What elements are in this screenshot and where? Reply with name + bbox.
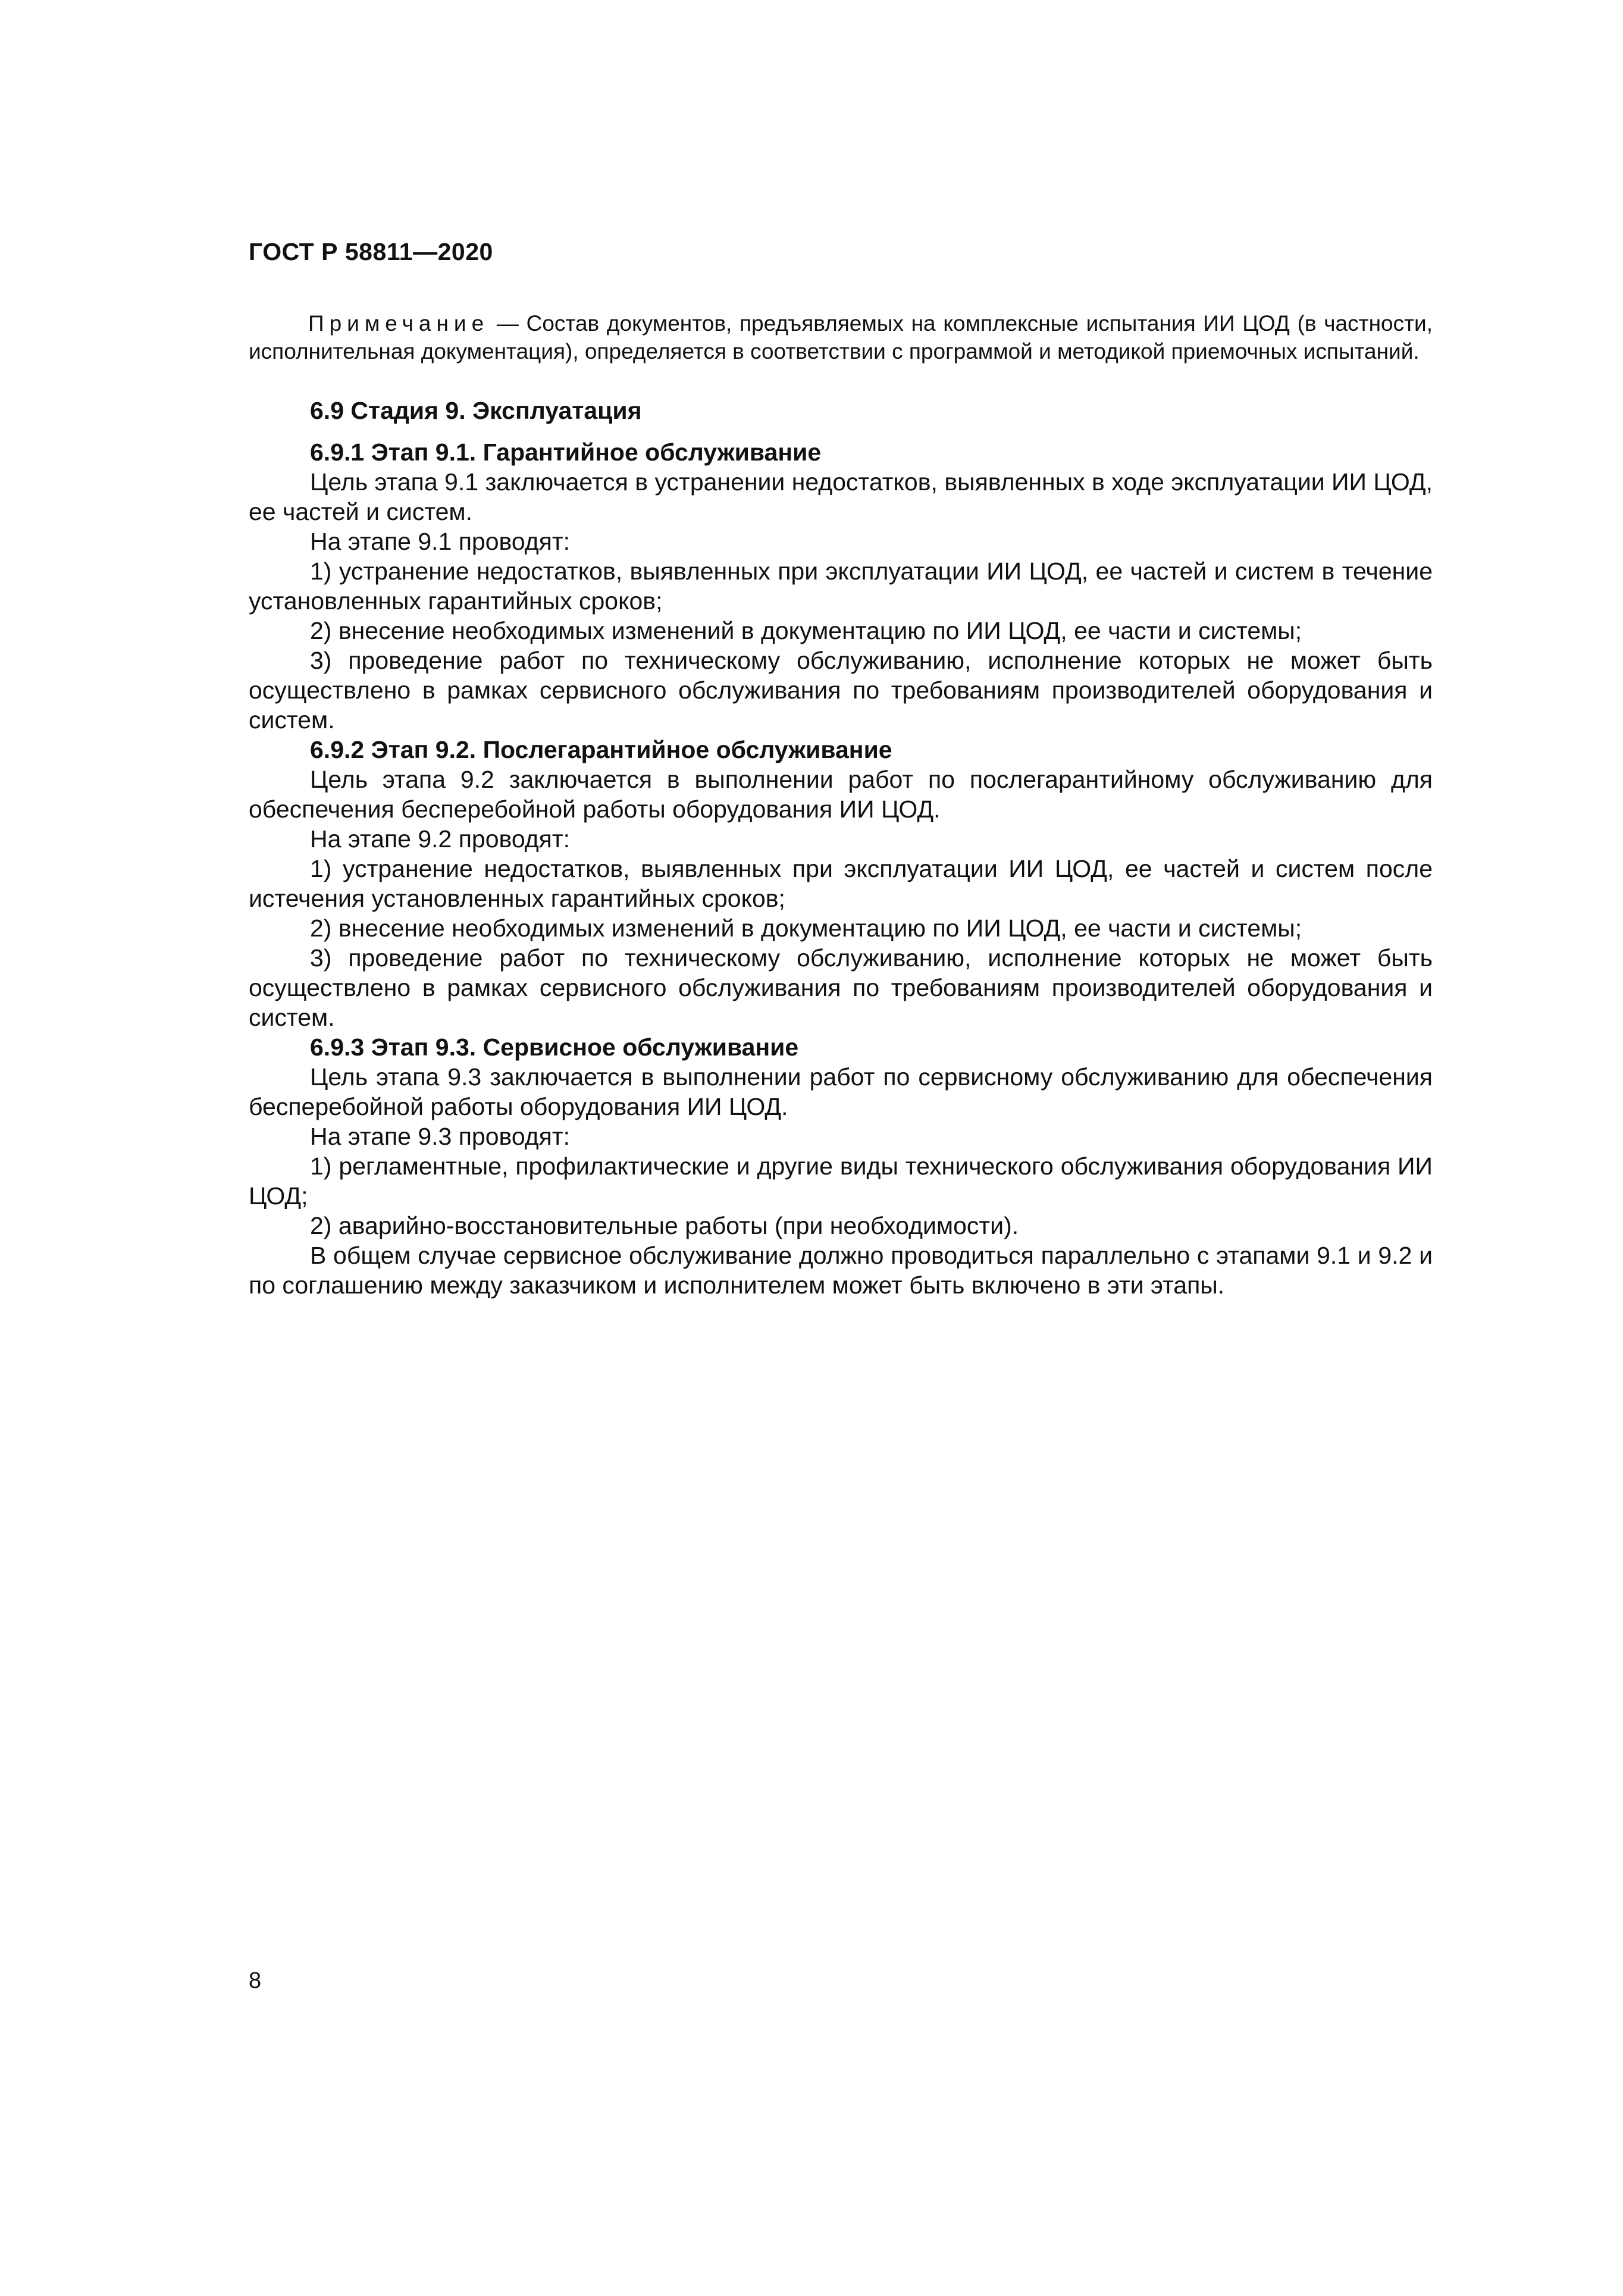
list-item: 1) устранение недостатков, выявленных при эксплуатации ИИ ЦОД, ее частей и систем в течение установленных гарантийных сроков;	[249, 557, 1433, 615]
list-item: 1) регламентные, профилактические и другие виды технического обслуживания оборудования ИИ ЦОД;	[249, 1152, 1433, 1210]
paragraph: Цель этапа 9.2 заключается в выполнении работ по послегарантийному обслуживанию для обеспечения бесперебойной работы оборудования ИИ ЦОД.	[249, 766, 1433, 823]
paragraph: На этапе 9.2 проводят:	[310, 825, 571, 853]
paragraph: Цель этапа 9.1 заключается в устранении недостатков, выявленных в ходе эксплуатации ИИ ЦОД, ее частей и систем.	[249, 468, 1433, 525]
list-item: 2) аварийно-восстановительные работы (при необходимости).	[310, 1212, 1019, 1239]
note-text: — Состав документов, предъявляемых на комплексные испытания ИИ ЦОД (в частности, исполнительная документация), определяется в соответствии с программой и методикой приемочных испытаний.	[249, 311, 1433, 364]
paragraph: На этапе 9.1 проводят:	[310, 528, 571, 555]
list-item: 1) устранение недостатков, выявленных при эксплуатации ИИ ЦОД, ее частей и систем после истечения установленных гарантийных сроков;	[249, 855, 1433, 912]
paragraph: В общем случае сервисное обслуживание должно проводиться параллельно с этапами 9.1 и 9.2 и по соглашению между заказчиком и исполнителем может быть включено в эти этапы.	[249, 1242, 1433, 1299]
paragraph: Цель этапа 9.3 заключается в выполнении работ по сервисному обслуживанию для обеспечения бесперебойной работы оборудования ИИ ЦОД.	[249, 1063, 1433, 1120]
subsection-6-9-3	[249, 1032, 1433, 1300]
note-paragraph	[249, 309, 1433, 365]
note-label: Примечание	[308, 311, 490, 336]
subsection-6-9-1	[249, 437, 1433, 735]
subsection-heading: 6.9.2 Этап 9.2. Послегарантийное обслуживание	[310, 736, 892, 763]
subsection-6-9-2	[249, 735, 1433, 1032]
section-6-9	[249, 396, 1433, 1300]
subsection-heading: 6.9.3 Этап 9.3. Сервисное обслуживание	[310, 1033, 799, 1061]
list-item: 3) проведение работ по техническому обслуживанию, исполнение которых не может быть осуществлено в рамках сервисного обслуживания по требованиям производителей оборудования и систем.	[249, 944, 1433, 1031]
subsection-heading: 6.9.1 Этап 9.1. Гарантийное обслуживание	[310, 438, 822, 466]
document-code: ГОСТ Р 58811—2020	[249, 238, 493, 265]
list-item: 3) проведение работ по техническому обслуживанию, исполнение которых не может быть осуществлено в рамках сервисного обслуживания по требованиям производителей оборудования и систем.	[249, 647, 1433, 734]
list-item: 2) внесение необходимых изменений в документацию по ИИ ЦОД, ее части и системы;	[310, 914, 1302, 942]
list-item: 2) внесение необходимых изменений в документацию по ИИ ЦОД, ее части и системы;	[310, 617, 1302, 644]
page-number: 8	[249, 1968, 262, 1993]
section-heading: 6.9 Стадия 9. Эксплуатация	[310, 397, 642, 424]
paragraph: На этапе 9.3 проводят:	[310, 1123, 571, 1150]
